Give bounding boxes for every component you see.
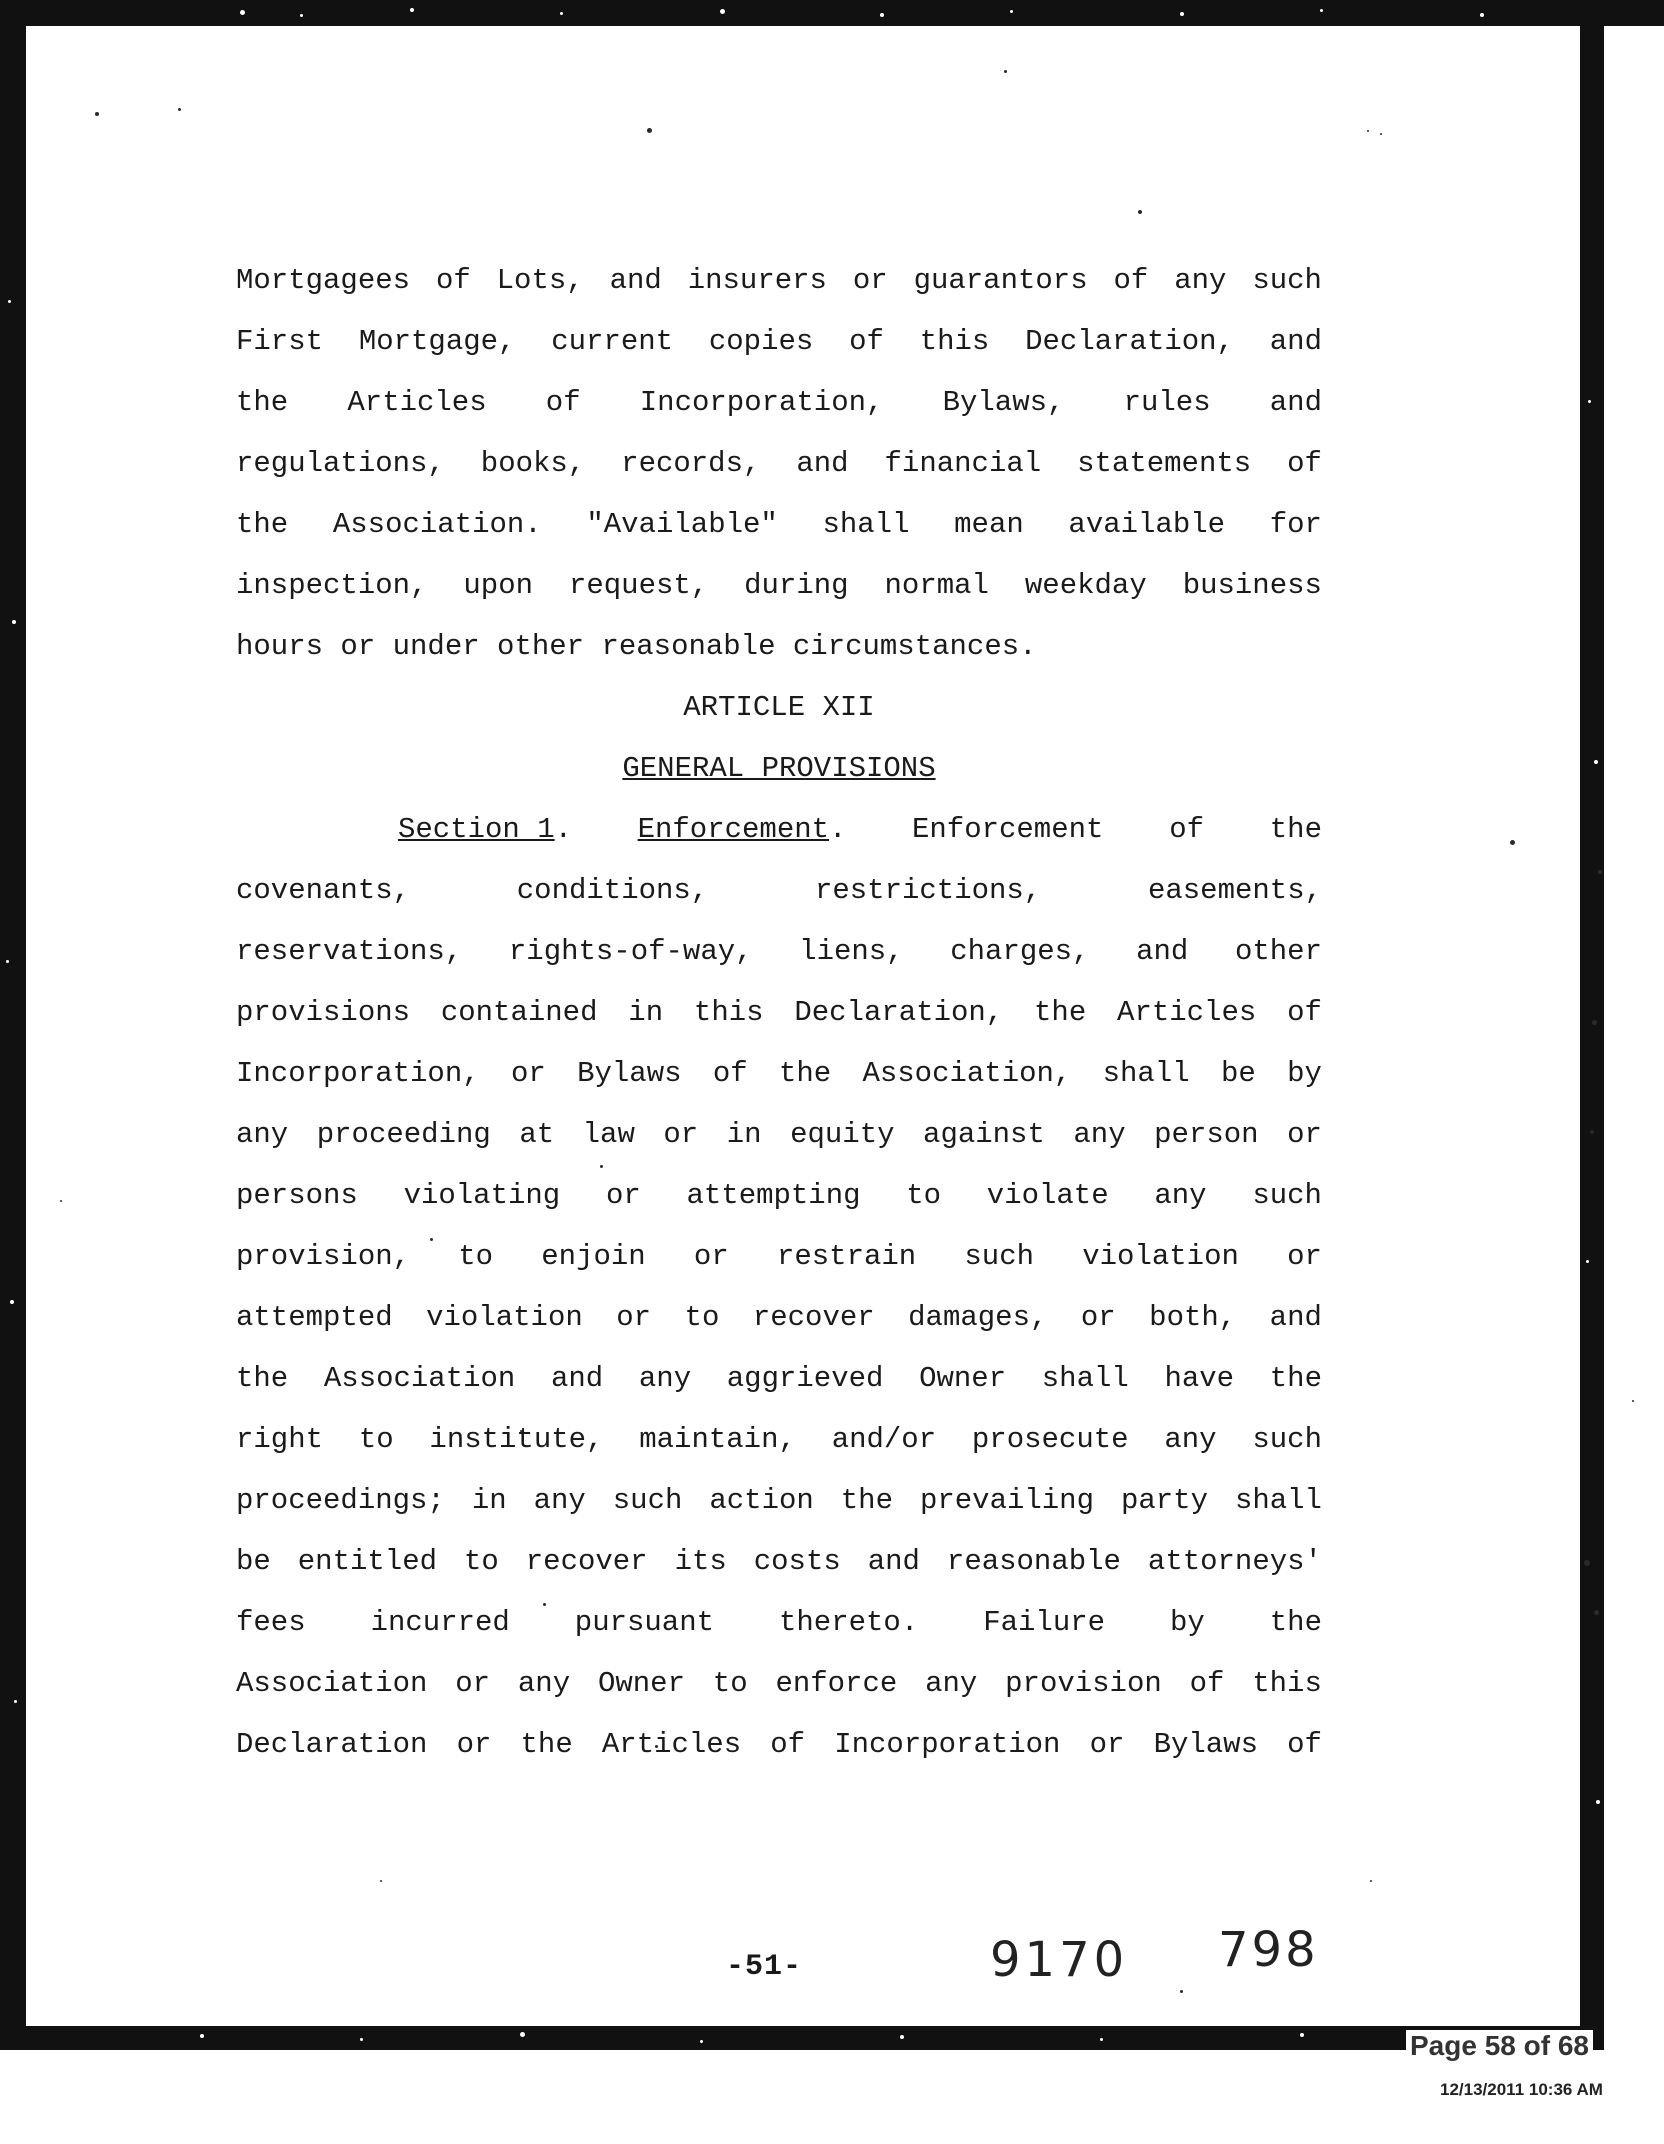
section-first-words <box>912 799 1322 860</box>
word: or <box>455 1667 491 1700</box>
word: Incorporation, <box>639 386 884 419</box>
word: request, <box>568 569 709 602</box>
word: to <box>712 1667 748 1700</box>
word: or <box>852 264 888 297</box>
word: business <box>1182 569 1322 602</box>
word: any <box>1164 1423 1217 1456</box>
word: the <box>520 1728 573 1761</box>
word: recover <box>752 1301 875 1334</box>
word: enforce <box>775 1667 898 1700</box>
word: such <box>1252 264 1322 297</box>
word: prevailing <box>919 1484 1094 1517</box>
section-title-text: Enforcement <box>637 813 830 846</box>
text-line <box>236 1592 1322 1653</box>
word: charges, <box>950 935 1090 968</box>
word: the <box>1269 1362 1322 1395</box>
text-line <box>236 1287 1322 1348</box>
word: any <box>533 1484 586 1517</box>
word: Bylaws, <box>942 386 1065 419</box>
article-title-text: GENERAL PROVISIONS <box>622 752 936 785</box>
article-heading: ARTICLE XII <box>683 691 875 724</box>
text-line <box>236 1531 1322 1592</box>
word: Owner <box>597 1667 685 1700</box>
word: "Available" <box>586 508 778 541</box>
word: the <box>236 386 289 419</box>
word: contained <box>440 996 598 1029</box>
word: in <box>628 996 664 1029</box>
word: be <box>236 1545 271 1578</box>
text-line <box>236 555 1322 616</box>
word: the <box>236 508 289 541</box>
word: such <box>964 1240 1035 1273</box>
text-line <box>236 1165 1322 1226</box>
word: costs <box>753 1545 841 1578</box>
word: violation <box>1082 1240 1239 1273</box>
word: any <box>236 1118 289 1151</box>
word: Association, <box>862 1057 1072 1090</box>
text-line <box>236 1226 1322 1287</box>
word: both, <box>1149 1301 1237 1334</box>
word: such <box>612 1484 683 1517</box>
word: regulations, <box>236 447 445 480</box>
word: shall <box>1041 1362 1129 1395</box>
text-line <box>236 1348 1322 1409</box>
word: financial <box>884 447 1042 480</box>
word: Articles <box>601 1728 742 1761</box>
word: the <box>1269 813 1322 846</box>
word: attorneys' <box>1147 1545 1322 1578</box>
word: books, <box>480 447 586 480</box>
word: any <box>638 1362 692 1395</box>
word: easements, <box>1147 874 1322 907</box>
section-heading-line <box>236 799 1322 860</box>
word: and <box>1269 386 1322 419</box>
scan-border-bottom <box>0 2026 1604 2050</box>
word: restrictions, <box>814 874 1042 907</box>
document-body <box>236 250 1322 1775</box>
word: of <box>1287 1728 1322 1761</box>
word: for <box>1269 508 1322 541</box>
word: provision <box>1005 1667 1162 1700</box>
scan-border-top <box>0 0 1664 26</box>
word: or <box>456 1728 492 1761</box>
word: weekday <box>1024 569 1147 602</box>
word: Bylaws <box>577 1057 682 1090</box>
word: conditions, <box>516 874 709 907</box>
text-line <box>236 1043 1322 1104</box>
word: pursuant <box>574 1606 715 1639</box>
article-title <box>236 738 1322 799</box>
word: and <box>1136 935 1189 968</box>
word: of <box>1113 264 1149 297</box>
text-line <box>236 1714 1322 1775</box>
text-line <box>236 921 1322 982</box>
word: of <box>545 386 581 419</box>
word: any <box>1174 264 1227 297</box>
word: the <box>236 1362 289 1395</box>
word: any <box>1073 1118 1126 1151</box>
word: normal <box>884 569 989 602</box>
word: person <box>1154 1118 1259 1151</box>
word: restrain <box>776 1240 917 1273</box>
word: incurred <box>370 1606 510 1639</box>
word: its <box>674 1545 727 1578</box>
word: proceedings; <box>236 1484 445 1517</box>
word: of <box>1287 996 1322 1029</box>
word: equity <box>790 1118 895 1151</box>
timestamp: 12/13/2011 10:36 AM <box>1440 2080 1603 2099</box>
word: current <box>551 325 674 358</box>
word: and <box>867 1545 920 1578</box>
text-line <box>236 982 1322 1043</box>
page-stamp: 798 <box>1218 1922 1319 1978</box>
text-line <box>236 1653 1322 1714</box>
word: law <box>582 1118 635 1151</box>
word: prosecute <box>971 1423 1129 1456</box>
word: upon <box>463 569 534 602</box>
word: or <box>1287 1118 1322 1151</box>
word: Association. <box>332 508 542 541</box>
word: Failure <box>983 1606 1106 1639</box>
word: covenants, <box>236 874 411 907</box>
word: Declaration, <box>794 996 1004 1029</box>
text-line <box>236 860 1322 921</box>
word: be <box>1220 1057 1256 1090</box>
word: shall <box>822 508 910 541</box>
text-line <box>236 433 1322 494</box>
word: proceeding <box>316 1118 491 1151</box>
page-number: -51- <box>726 1950 803 1984</box>
text-line-content: hours or under other reasonable circumstances. <box>236 630 1037 663</box>
text-line <box>236 372 1322 433</box>
word: to <box>463 1545 499 1578</box>
word: against <box>923 1118 1045 1151</box>
word: and <box>551 1362 604 1395</box>
word: and <box>609 264 662 297</box>
word: and <box>1269 1301 1322 1334</box>
word: violation <box>426 1301 583 1334</box>
word: and <box>796 447 849 480</box>
book-number-stamp: 9170 <box>990 1932 1129 1988</box>
text-line <box>236 616 1322 677</box>
word: inspection, <box>236 569 428 602</box>
word: of <box>712 1057 748 1090</box>
word: institute, <box>429 1423 604 1456</box>
word: the <box>1269 1606 1322 1639</box>
word: reasonable <box>946 1545 1121 1578</box>
word: of <box>770 1728 806 1761</box>
word: violate <box>986 1179 1109 1212</box>
word: maintain, <box>639 1423 796 1456</box>
word: Association <box>323 1362 516 1395</box>
word: action <box>709 1484 814 1517</box>
paragraph-continuation <box>236 250 1322 616</box>
word: or <box>1089 1728 1125 1761</box>
word: other <box>1234 935 1322 968</box>
word: rights-of-way, <box>508 935 753 968</box>
word: to <box>458 1240 494 1273</box>
section-title <box>638 799 847 860</box>
word: provision, <box>236 1240 411 1273</box>
word: the <box>840 1484 893 1517</box>
word: of <box>435 264 471 297</box>
word: guarantors <box>913 264 1088 297</box>
section-label <box>398 799 572 860</box>
word: such <box>1252 1423 1322 1456</box>
word: by <box>1170 1606 1205 1639</box>
page-indicator: Page 58 of 68 <box>1406 2030 1593 2062</box>
word: attempted <box>236 1301 393 1334</box>
word: entitled <box>297 1545 438 1578</box>
word: the <box>778 1057 832 1090</box>
word: persons <box>236 1179 358 1212</box>
word: any <box>517 1667 571 1700</box>
word: have <box>1164 1362 1235 1395</box>
word: Owner <box>919 1362 1007 1395</box>
text-line <box>236 250 1322 311</box>
word: Mortgage, <box>358 325 516 358</box>
word: at <box>519 1118 555 1151</box>
word: in <box>471 1484 507 1517</box>
section-title-punct: . <box>829 813 847 846</box>
word: Lots, <box>496 264 584 297</box>
word: the <box>1034 996 1087 1029</box>
word: Declaration, <box>1025 325 1234 358</box>
word: First <box>236 325 324 358</box>
word: Declaration <box>236 1728 428 1761</box>
word: any <box>925 1667 978 1700</box>
word: of <box>849 325 884 358</box>
word: or <box>693 1240 729 1273</box>
word: damages, <box>908 1301 1048 1334</box>
word: to <box>906 1179 942 1212</box>
word: of <box>1169 813 1204 846</box>
text-line <box>236 311 1322 372</box>
word: Enforcement <box>911 813 1104 846</box>
word: or <box>663 1118 699 1151</box>
word: of <box>1287 447 1322 480</box>
word: this <box>693 996 764 1029</box>
word: by <box>1287 1057 1322 1090</box>
word: or <box>1287 1240 1322 1273</box>
word: of <box>1189 1667 1225 1700</box>
word: and <box>1269 325 1322 358</box>
word: during <box>744 569 849 602</box>
text-line <box>236 1409 1322 1470</box>
word: party <box>1120 1484 1208 1517</box>
word: available <box>1068 508 1226 541</box>
word: insurers <box>687 264 827 297</box>
word: this <box>1252 1667 1322 1700</box>
word: statements <box>1077 447 1252 480</box>
word: to <box>684 1301 720 1334</box>
word: shall <box>1234 1484 1322 1517</box>
word: Articles <box>347 386 487 419</box>
word: Incorporation, <box>236 1057 480 1090</box>
word: any <box>1154 1179 1207 1212</box>
word: records, <box>621 447 761 480</box>
word: reservations, <box>236 935 463 968</box>
word: fees <box>236 1606 306 1639</box>
word: this <box>919 325 990 358</box>
word: right <box>236 1423 324 1456</box>
word: enjoin <box>541 1240 646 1273</box>
scan-border-left <box>0 0 26 2048</box>
word: attempting <box>686 1179 861 1212</box>
word: rules <box>1123 386 1211 419</box>
word: to <box>358 1423 394 1456</box>
word: recover <box>525 1545 648 1578</box>
word: Incorporation <box>834 1728 1061 1761</box>
word: Bylaws <box>1153 1728 1258 1761</box>
word: or <box>1080 1301 1116 1334</box>
word: or <box>510 1057 546 1090</box>
word: mean <box>954 508 1024 541</box>
word: in <box>726 1118 762 1151</box>
section-label-text: Section 1 <box>398 813 555 846</box>
word: thereto. <box>779 1606 919 1639</box>
text-line <box>236 1104 1322 1165</box>
word: liens, <box>799 935 904 968</box>
section-label-punct: . <box>554 813 573 846</box>
word: Articles <box>1117 996 1257 1029</box>
text-line <box>236 1470 1322 1531</box>
word: or <box>616 1301 652 1334</box>
word: provisions <box>236 996 411 1029</box>
word: aggrieved <box>726 1362 884 1395</box>
word: shall <box>1102 1057 1190 1090</box>
word: such <box>1252 1179 1322 1212</box>
word: and/or <box>831 1423 937 1456</box>
word: violating <box>403 1179 561 1212</box>
text-line <box>236 494 1322 555</box>
word: copies <box>708 325 814 358</box>
section-paragraph <box>236 860 1322 1775</box>
word: or <box>605 1179 641 1212</box>
word: Mortgagees <box>236 264 411 297</box>
word: Association <box>236 1667 428 1700</box>
